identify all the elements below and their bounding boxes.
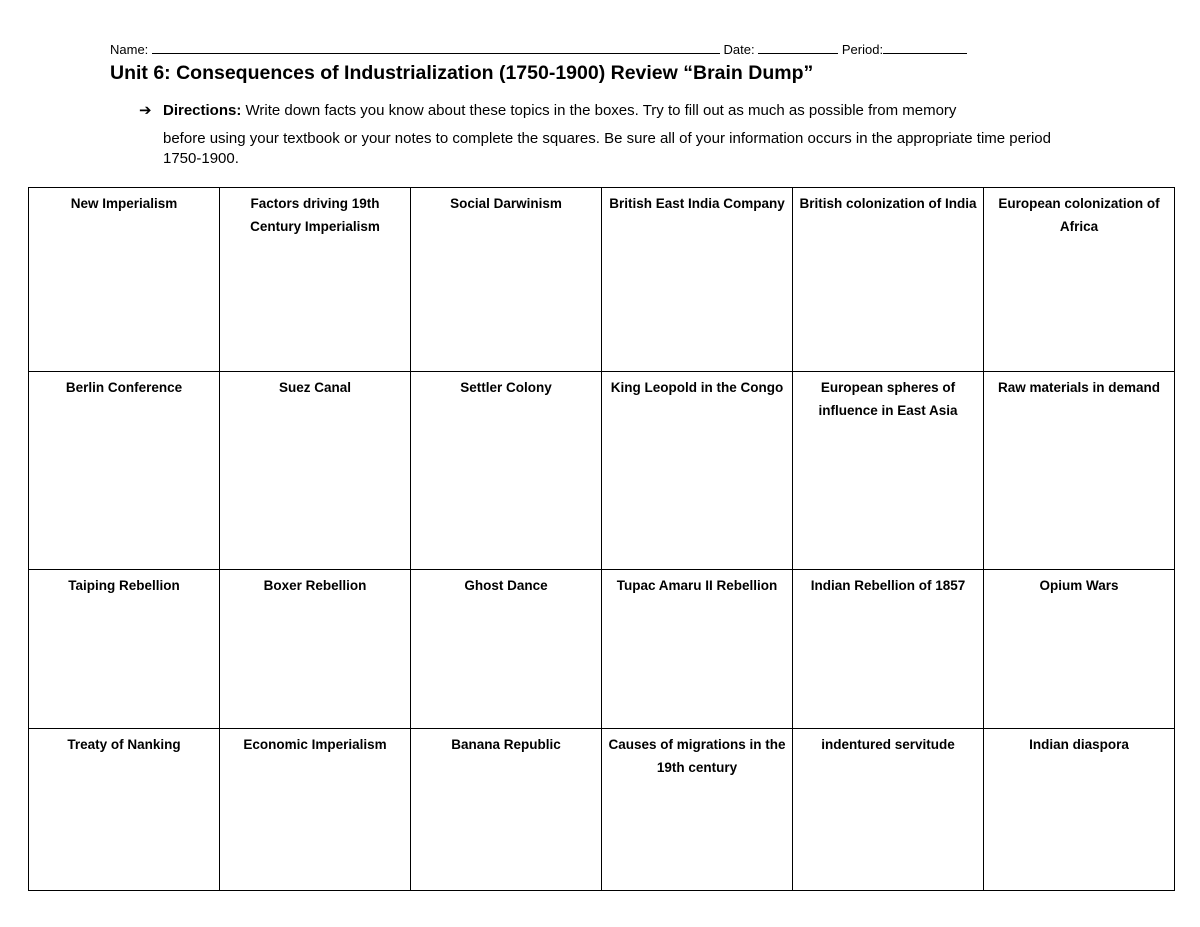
student-info-line	[110, 42, 967, 57]
topic-cell[interactable]: British colonization of India	[793, 188, 984, 372]
topic-cell[interactable]: indentured servitude	[793, 729, 984, 891]
directions-line-2: before using your textbook or your notes to complete the squares. Be sure all of your information occurs in the appropriate time period 1750-1900.	[163, 130, 1051, 167]
directions-label: Directions:	[163, 102, 242, 119]
directions-line-1	[163, 101, 1083, 121]
topic-cell[interactable]: Banana Republic	[411, 729, 602, 891]
topic-cell[interactable]: Opium Wars	[984, 570, 1175, 729]
grid-row	[29, 729, 1175, 891]
topic-grid	[28, 187, 1175, 891]
topic-cell[interactable]: Indian diaspora	[984, 729, 1175, 891]
grid-row	[29, 372, 1175, 570]
topic-cell[interactable]: Berlin Conference	[29, 372, 220, 570]
topic-cell[interactable]: Treaty of Nanking	[29, 729, 220, 891]
directions-line-1-text: Write down facts you know about these topics in the boxes. Try to fill out as much as possible from memory	[241, 102, 957, 119]
topic-cell[interactable]: King Leopold in the Congo	[602, 372, 793, 570]
topic-cell[interactable]: Causes of migrations in the 19th century	[602, 729, 793, 891]
topic-cell[interactable]: Raw materials in demand	[984, 372, 1175, 570]
date-label: Date:	[723, 42, 755, 57]
topic-cell[interactable]: Factors driving 19th Century Imperialism	[220, 188, 411, 372]
topic-cell[interactable]: Indian Rebellion of 1857	[793, 570, 984, 729]
name-blank[interactable]	[152, 42, 720, 54]
date-blank[interactable]	[758, 42, 838, 54]
page-title: Unit 6: Consequences of Industrialization (1750-1900) Review “Brain Dump”	[110, 62, 814, 84]
topic-cell[interactable]: Boxer Rebellion	[220, 570, 411, 729]
name-label: Name:	[110, 42, 149, 57]
topic-cell[interactable]: British East India Company	[602, 188, 793, 372]
period-blank[interactable]	[883, 42, 967, 54]
topic-cell[interactable]: Social Darwinism	[411, 188, 602, 372]
directions-text	[163, 101, 1083, 169]
topic-cell[interactable]: Tupac Amaru II Rebellion	[602, 570, 793, 729]
topic-cell[interactable]: Settler Colony	[411, 372, 602, 570]
topic-cell[interactable]: European spheres of influence in East Asia	[793, 372, 984, 570]
grid-row	[29, 188, 1175, 372]
topic-cell[interactable]: New Imperialism	[29, 188, 220, 372]
arrow-bullet-icon: ➔	[139, 101, 152, 119]
grid-row	[29, 570, 1175, 729]
topic-cell[interactable]: Taiping Rebellion	[29, 570, 220, 729]
topic-cell[interactable]: Economic Imperialism	[220, 729, 411, 891]
period-label: Period:	[841, 42, 884, 57]
topic-cell[interactable]: European colonization of Africa	[984, 188, 1175, 372]
topic-cell[interactable]: Suez Canal	[220, 372, 411, 570]
topic-cell[interactable]: Ghost Dance	[411, 570, 602, 729]
